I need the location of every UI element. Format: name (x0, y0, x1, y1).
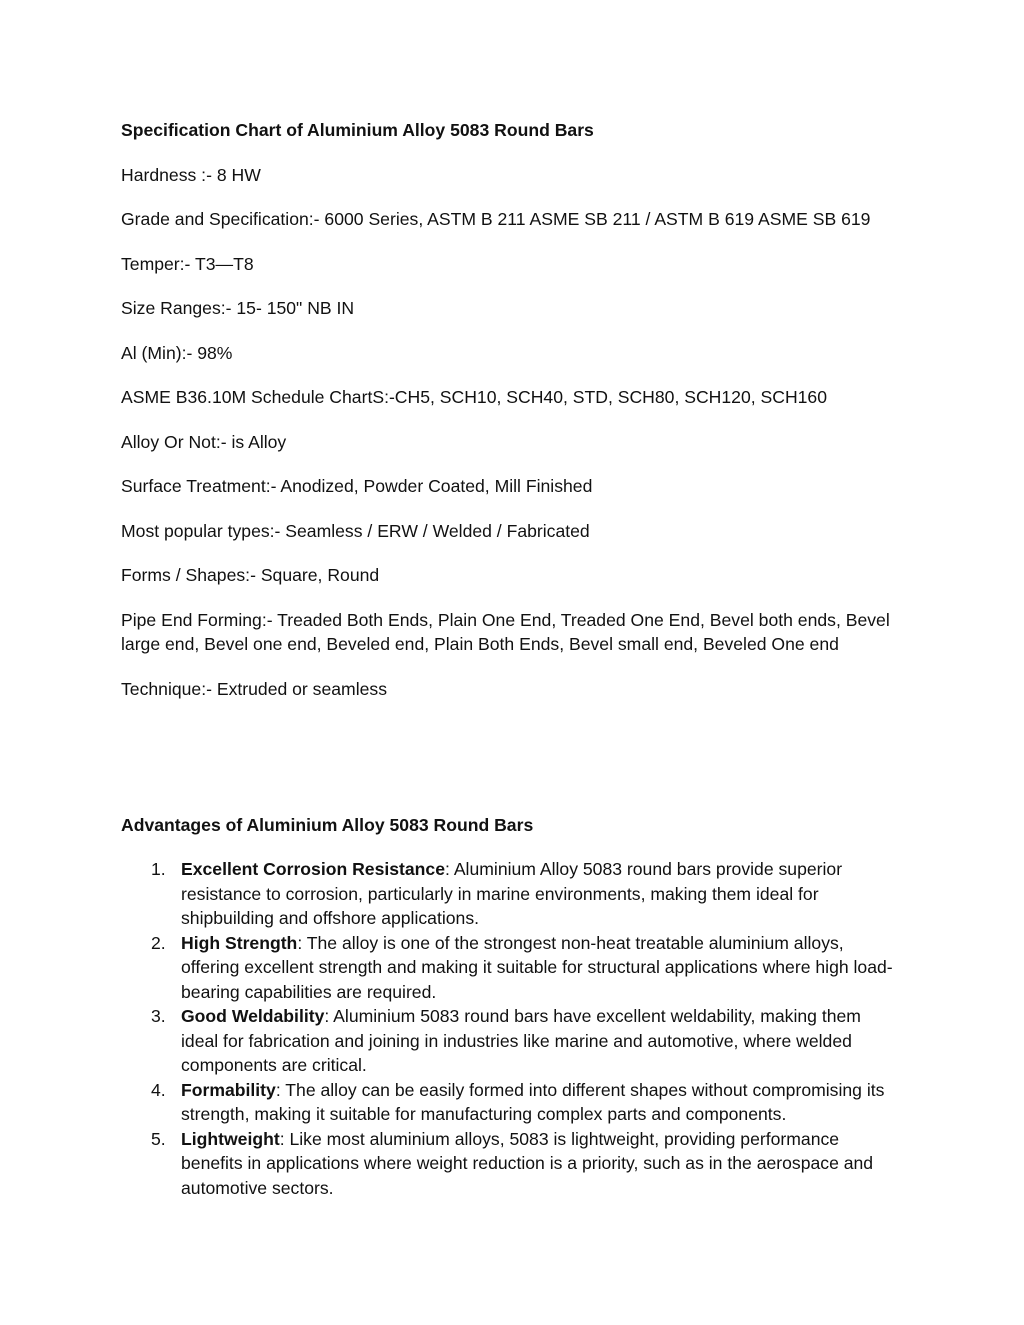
spec-row-pipe-end-forming: Pipe End Forming:- Treaded Both Ends, Plain One End, Treaded One End, Bevel both ends, Bevel large end, Bevel one end, Beveled end, Plain Both Ends, Bevel small end, Beveled One end (121, 609, 890, 654)
advantage-title: High Strength (181, 932, 298, 953)
advantage-title: Good Weldability (181, 1006, 325, 1026)
spec-row-grade: Grade and Specification:- 6000 Series, ASTM B 211 ASME SB 211 / ASTM B 619 ASME SB 619 (121, 209, 871, 229)
list-number: 5. (151, 1128, 166, 1149)
advantage-title: Excellent Corrosion Resistance (181, 859, 446, 879)
spec-row-temper: Temper:- T3—T8 (121, 253, 254, 274)
advantage-text: : The alloy can be easily formed into different shapes without compromising its strength, making it suitable for manufacturing complex parts and components. (181, 1079, 885, 1124)
spec-row-size-ranges: Size Ranges:- 15- 150" NB IN (121, 298, 355, 318)
list-number: 4. (151, 1079, 166, 1100)
advantages-list (121, 857, 901, 1200)
list-item (121, 1127, 901, 1201)
spec-row-technique: Technique:- Extruded or seamless (121, 678, 387, 699)
list-item (121, 931, 901, 1005)
list-number: 3. (151, 1006, 166, 1026)
spec-row-popular-types: Most popular types:- Seamless / ERW / Welded / Fabricated (121, 520, 590, 541)
advantages-section-title: Advantages of Aluminium Alloy 5083 Round Bars (121, 815, 534, 835)
advantage-text: : Aluminium 5083 round bars have excellent weldability, making them ideal for fabrication and joining in industries like marine and automotive, where welded components are critical. (181, 1006, 861, 1075)
spec-list (121, 163, 901, 702)
list-item (121, 857, 901, 931)
advantage-text: : Like most aluminium alloys, 5083 is lightweight, providing performance benefits in applications where weight reduction is a priority, such as in the aerospace and automotive sectors. (181, 1128, 874, 1198)
list-item (121, 1004, 901, 1078)
list-item (121, 1078, 901, 1127)
advantage-title: Lightweight (181, 1128, 280, 1149)
spec-row-surface-treatment: Surface Treatment:- Anodized, Powder Coated, Mill Finished (121, 476, 593, 496)
spec-row-forms-shapes: Forms / Shapes:- Square, Round (121, 565, 380, 585)
advantage-text: : Aluminium Alloy 5083 round bars provide superior resistance to corrosion, particularly in marine environments, making them ideal for shipbuilding and offshore applications. (181, 859, 843, 928)
advantage-text: : The alloy is one of the strongest non-heat treatable aluminium alloys, offering excellent strength and making it suitable for structural applications where high load-bearing capabilities are required. (181, 932, 893, 1002)
spec-row-hardness: Hardness :- 8 HW (121, 164, 261, 185)
document-page (121, 118, 901, 1198)
spec-section-title: Specification Chart of Aluminium Alloy 5083 Round Bars (121, 120, 594, 140)
list-number: 2. (151, 932, 166, 953)
list-number: 1. (151, 859, 166, 879)
advantage-title: Formability (181, 1079, 276, 1100)
spec-row-al-min: Al (Min):- 98% (121, 342, 233, 363)
spec-row-alloy: Alloy Or Not:- is Alloy (121, 431, 287, 452)
spec-row-schedule-chart: ASME B36.10M Schedule ChartS:-CH5, SCH10, SCH40, STD, SCH80, SCH120, SCH160 (121, 387, 828, 407)
